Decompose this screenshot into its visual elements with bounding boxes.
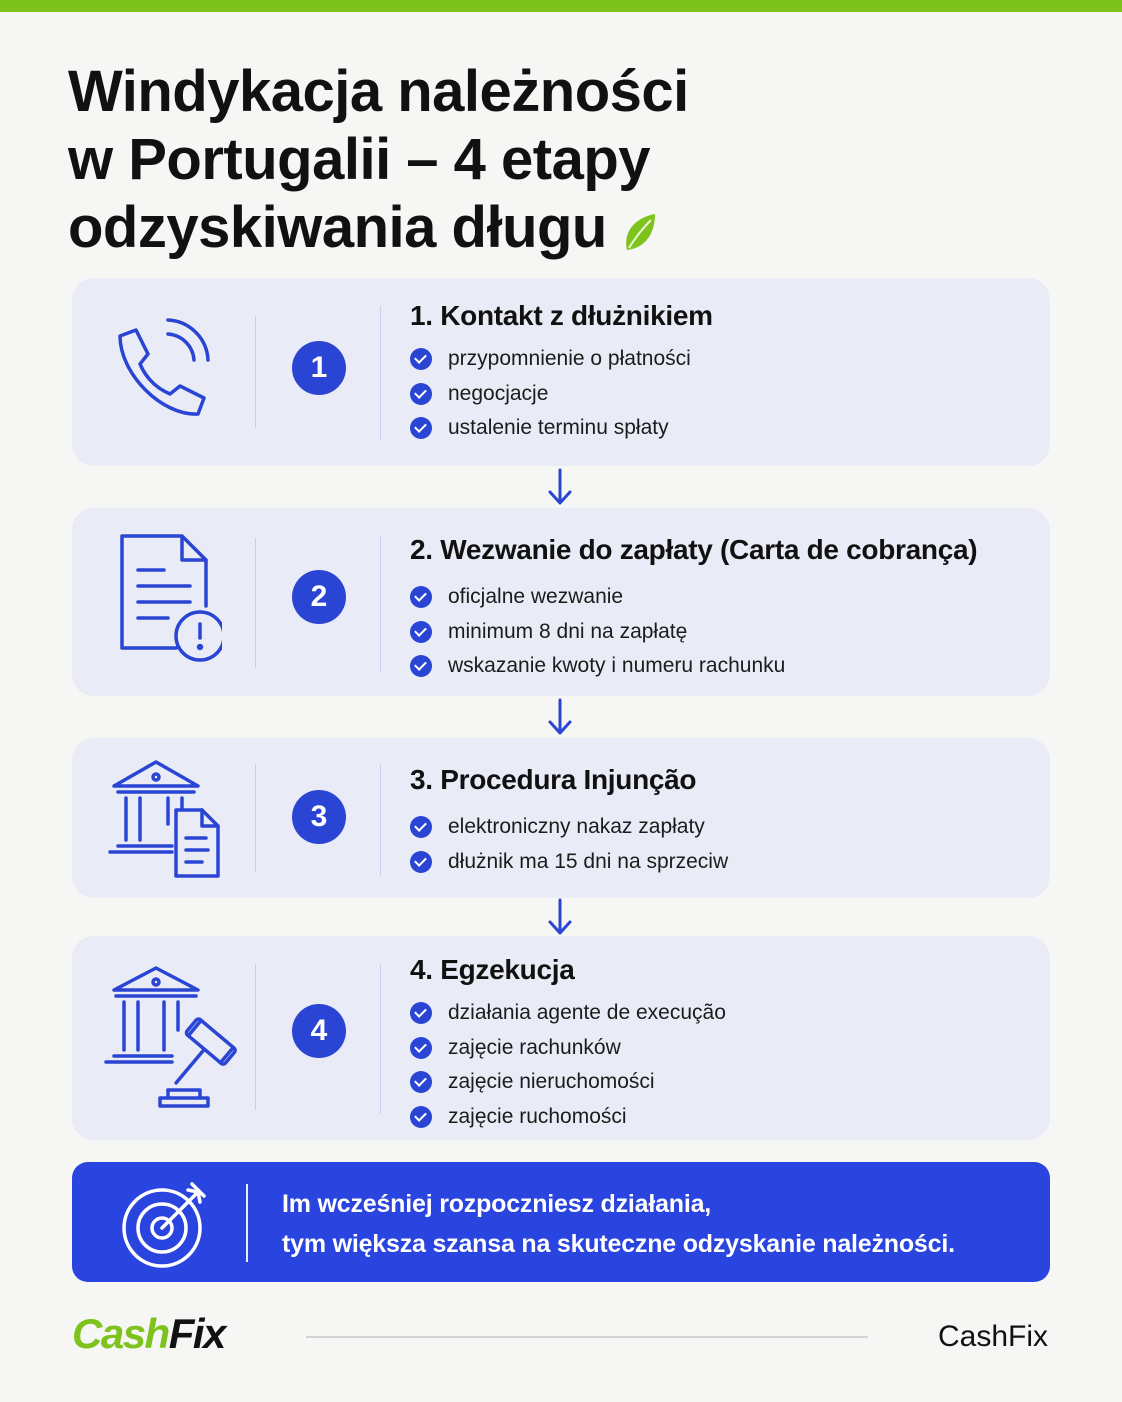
list-item <box>410 377 691 412</box>
leaf-icon <box>621 212 657 252</box>
list-item <box>410 810 728 845</box>
banner-line-1: Im wcześniej rozpoczniesz działania, <box>282 1190 712 1218</box>
summary-banner <box>72 1162 1050 1282</box>
arrow-down-icon <box>548 698 572 736</box>
page-title <box>68 58 828 262</box>
list-item <box>410 411 691 446</box>
step-title: 3. Procedura Injunção <box>410 764 697 795</box>
court-document-icon <box>102 758 242 885</box>
item-text: wskazanie kwoty i numeru rachunku <box>448 654 786 678</box>
list-item <box>410 845 728 880</box>
check-icon <box>410 1037 432 1059</box>
item-text: działania agente de execução <box>448 1001 726 1025</box>
check-icon <box>410 816 432 838</box>
top-accent-bar <box>0 0 1122 12</box>
separator <box>380 306 381 440</box>
item-text: elektroniczny nakaz zapłaty <box>448 815 705 839</box>
title-line-3-text: odzyskiwania długu <box>68 195 607 260</box>
list-item <box>410 1031 726 1066</box>
target-icon <box>120 1180 210 1270</box>
step-number-badge: 2 <box>292 570 346 624</box>
banner-separator <box>246 1184 248 1262</box>
item-text: zajęcie nieruchomości <box>448 1070 655 1094</box>
step-card-1 <box>72 278 1050 466</box>
step-items <box>410 810 728 879</box>
step-number-badge: 1 <box>292 341 346 395</box>
separator <box>255 964 256 1110</box>
logo-part-fix: Fix <box>168 1310 225 1357</box>
check-icon <box>410 1071 432 1093</box>
separator <box>380 764 381 876</box>
step-items <box>410 996 726 1134</box>
item-text: zajęcie rachunków <box>448 1035 621 1059</box>
footer-divider <box>306 1336 868 1338</box>
item-text: oficjalne wezwanie <box>448 585 624 609</box>
step-items <box>410 580 785 684</box>
title-line-3 <box>68 194 828 262</box>
check-icon <box>410 655 432 677</box>
step-card-3 <box>72 738 1050 898</box>
separator <box>255 316 256 428</box>
item-text: negocjacje <box>448 381 549 405</box>
separator <box>255 538 256 668</box>
list-item <box>410 996 726 1031</box>
step-card-4 <box>72 936 1050 1140</box>
list-item <box>410 580 785 615</box>
item-text: minimum 8 dni na zapłatę <box>448 619 688 643</box>
step-items <box>410 342 691 446</box>
check-icon <box>410 586 432 608</box>
separator <box>255 764 256 872</box>
banner-text <box>282 1184 955 1264</box>
title-line-2: w Portugalii – 4 etapy <box>68 127 651 192</box>
document-warning-icon <box>102 532 242 669</box>
item-text: ustalenie terminu spłaty <box>448 416 669 440</box>
step-number-badge: 3 <box>292 790 346 844</box>
step-title: 1. Kontakt z dłużnikiem <box>410 300 713 331</box>
list-item <box>410 615 785 650</box>
cashfix-logo <box>72 1310 225 1358</box>
list-item <box>410 342 691 377</box>
item-text: dłużnik ma 15 dni na sprzeciw <box>448 849 729 873</box>
arrow-down-icon <box>548 898 572 936</box>
step-number-badge: 4 <box>292 1004 346 1058</box>
arrow-down-icon <box>548 468 572 506</box>
logo-part-cash: Cash <box>72 1310 169 1357</box>
check-icon <box>410 348 432 370</box>
check-icon <box>410 851 432 873</box>
check-icon <box>410 621 432 643</box>
item-text: zajęcie ruchomości <box>448 1104 627 1128</box>
list-item <box>410 1065 726 1100</box>
footer-brand-name: CashFix <box>937 1320 1048 1353</box>
check-icon <box>410 1106 432 1128</box>
separator <box>380 964 381 1114</box>
list-item <box>410 1100 726 1135</box>
separator <box>380 536 381 672</box>
step-card-2 <box>72 508 1050 696</box>
step-title: 2. Wezwanie do zapłaty (Carta de cobrança) <box>410 534 978 565</box>
step-title: 4. Egzekucja <box>410 954 575 985</box>
item-text: przypomnienie o płatności <box>448 347 691 371</box>
check-icon <box>410 1002 432 1024</box>
list-item <box>410 649 785 684</box>
banner-line-2: tym większa szansa na skuteczne odzyskanie należności. <box>282 1230 955 1258</box>
check-icon <box>410 417 432 439</box>
court-gavel-icon <box>102 964 242 1115</box>
phone-icon <box>102 316 242 431</box>
check-icon <box>410 383 432 405</box>
title-line-1: Windykacja należności <box>68 59 689 124</box>
